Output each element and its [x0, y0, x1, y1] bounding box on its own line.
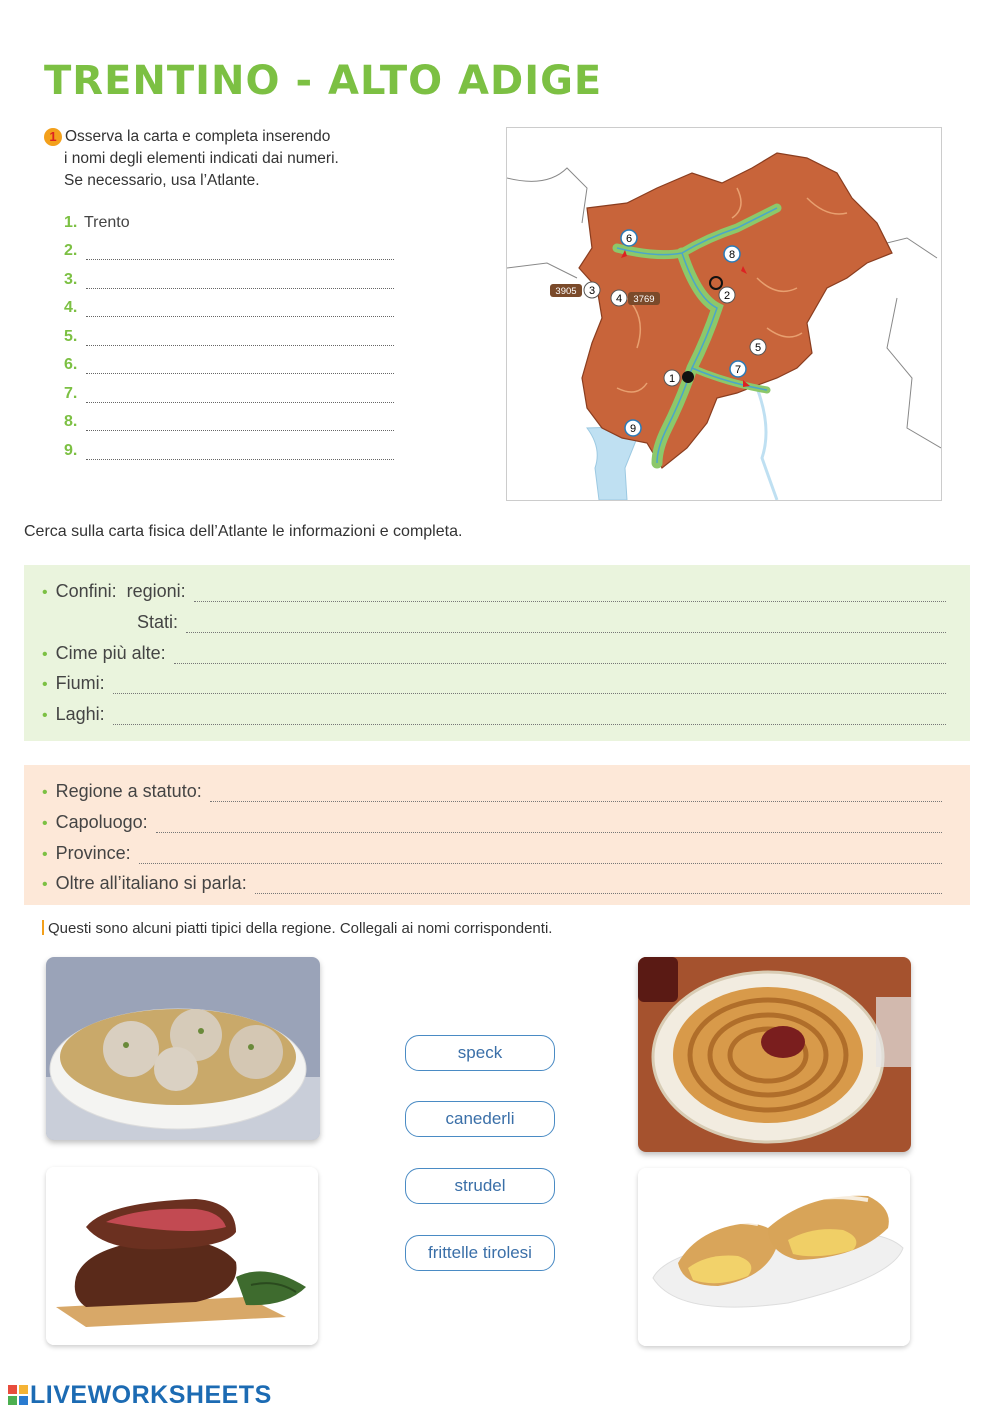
- dish-name-speck[interactable]: speck: [405, 1035, 555, 1071]
- dish-name-canederli[interactable]: canederli: [405, 1101, 555, 1137]
- answer-row: [64, 232, 394, 261]
- page-title: TRENTINO - ALTO ADIGE: [44, 58, 603, 104]
- field-input-lingua[interactable]: [255, 879, 942, 894]
- svg-text:5: 5: [754, 342, 762, 354]
- city-dot: [682, 371, 694, 383]
- answer-number: 1.: [64, 213, 78, 231]
- svg-text:2: 2: [723, 290, 731, 302]
- dumpling-soup-illustration: [46, 957, 320, 1140]
- field-label: Oltre all’italiano si parla:: [55, 873, 247, 893]
- answer-field[interactable]: [86, 302, 394, 317]
- bullet: •: [42, 646, 48, 663]
- field-input-province[interactable]: [139, 849, 942, 864]
- elevation-label: [628, 292, 660, 305]
- answer-field[interactable]: [86, 416, 394, 431]
- photo-speck[interactable]: [46, 1167, 318, 1345]
- info-box-green: [24, 565, 970, 741]
- answer-number: 2.: [64, 242, 78, 259]
- region-map: [506, 127, 942, 501]
- field-label: regioni:: [126, 581, 186, 601]
- svg-text:1: 1: [668, 373, 676, 385]
- answer-number: 3.: [64, 270, 78, 288]
- info-box-pink: [24, 765, 970, 905]
- field-input-stati[interactable]: [186, 618, 946, 633]
- svg-text:6: 6: [625, 233, 633, 245]
- elevation-label: [550, 284, 582, 297]
- field-row-fiumi: [42, 673, 946, 694]
- field-row-confini: [42, 581, 946, 602]
- field-label: Cime più alte:: [55, 643, 166, 663]
- photo-strudel[interactable]: [638, 1168, 910, 1346]
- svg-text:4: 4: [615, 293, 623, 305]
- field-input-capoluogo[interactable]: [156, 818, 942, 833]
- bullet: •: [42, 784, 48, 801]
- footer-text: LIVEWORKSHEETS: [30, 1381, 272, 1409]
- field-label: Capoluogo:: [55, 812, 148, 832]
- instruction-line: Se necessario, usa l’Atlante.: [64, 172, 260, 189]
- field-row-cime: [42, 643, 946, 664]
- field-row-statuto: [42, 781, 942, 802]
- svg-text:7: 7: [734, 364, 742, 376]
- exercise2-instruction: Cerca sulla carta fisica dell’Atlante le informazioni e completa.: [24, 523, 463, 540]
- svg-text:3769: 3769: [633, 294, 655, 305]
- instruction-line: i nomi degli elementi indicati dai numeri.: [64, 150, 339, 167]
- footer-brand: [8, 1381, 272, 1410]
- field-row-province: [42, 843, 942, 864]
- photo-dumpling-soup[interactable]: [46, 957, 320, 1140]
- field-input-statuto[interactable]: [210, 787, 942, 802]
- field-label: Regione a statuto:: [55, 781, 202, 801]
- answer-number: 4.: [64, 299, 78, 316]
- answer-field[interactable]: [86, 359, 394, 374]
- answer-text: Trento: [84, 213, 130, 231]
- answer-number: 5.: [64, 327, 78, 345]
- exercise3-instruction: [42, 920, 552, 937]
- bullet: •: [42, 846, 48, 863]
- field-label: Stati:: [137, 612, 179, 632]
- field-input-cime[interactable]: [174, 649, 946, 664]
- exercise-number-badge: 1: [44, 128, 62, 146]
- dish-name-frittelle-tirolesi[interactable]: frittelle tirolesi: [405, 1235, 555, 1271]
- bullet: •: [42, 707, 48, 724]
- map-svg: [507, 128, 941, 500]
- map-marker: [664, 370, 680, 386]
- accent-bar: [42, 920, 44, 935]
- answer-row: [64, 346, 394, 375]
- answer-field[interactable]: [86, 274, 394, 289]
- liveworksheets-logo-icon: [8, 1385, 28, 1405]
- field-label: Province:: [55, 843, 131, 863]
- map-marker: [730, 361, 746, 377]
- map-marker: [724, 246, 740, 262]
- strudel-illustration: [638, 1168, 910, 1346]
- answer-field[interactable]: [86, 388, 394, 403]
- field-row-lingua: [42, 873, 942, 894]
- field-row-capoluogo: [42, 812, 942, 833]
- dish-name-strudel[interactable]: strudel: [405, 1168, 555, 1204]
- field-label: Confini:: [55, 581, 117, 601]
- instruction-line: Osserva la carta e completa inserendo: [65, 128, 331, 145]
- answer-row: [64, 317, 394, 346]
- bullet: •: [42, 676, 48, 693]
- svg-text:3: 3: [588, 285, 596, 297]
- answer-row: [64, 374, 394, 403]
- field-label: Fiumi:: [55, 673, 105, 693]
- bullet: •: [42, 584, 48, 601]
- bullet: •: [42, 876, 48, 893]
- photo-frittelle-tirolesi[interactable]: [638, 957, 911, 1152]
- field-input-fiumi[interactable]: [113, 679, 946, 694]
- map-marker: [750, 339, 766, 355]
- answer-number: 8.: [64, 413, 78, 430]
- answer-field[interactable]: [86, 445, 394, 460]
- speck-illustration: [46, 1167, 318, 1345]
- field-input-laghi[interactable]: [113, 710, 946, 725]
- field-row-laghi: [42, 704, 946, 725]
- answer-row: [64, 403, 394, 432]
- answer-field[interactable]: [86, 245, 394, 260]
- map-marker: [584, 282, 600, 298]
- svg-text:9: 9: [629, 423, 637, 435]
- field-row-stati: [137, 612, 946, 633]
- map-marker: [625, 420, 641, 436]
- bullet: •: [42, 815, 48, 832]
- field-input-regioni[interactable]: [194, 587, 946, 602]
- exercise1-instruction: [44, 126, 414, 192]
- svg-text:8: 8: [728, 249, 736, 261]
- map-marker: [611, 290, 627, 306]
- map-marker: [621, 230, 637, 246]
- answer-number: 7.: [64, 384, 78, 402]
- answer-field[interactable]: [86, 331, 394, 346]
- answer-row: [64, 289, 394, 318]
- answer-row: [64, 260, 394, 289]
- map-marker: [719, 287, 735, 303]
- answer-number: 9.: [64, 441, 78, 459]
- answer-row: [64, 203, 394, 232]
- answer-number: 6.: [64, 356, 78, 373]
- answer-row: [64, 431, 394, 460]
- instruction-text: Questi sono alcuni piatti tipici della regione. Collegali ai nomi corrispondenti.: [48, 920, 553, 937]
- svg-text:3905: 3905: [555, 286, 577, 297]
- field-label: Laghi:: [55, 704, 105, 724]
- frittelle-illustration: [638, 957, 911, 1152]
- numbered-answer-list: [64, 203, 394, 460]
